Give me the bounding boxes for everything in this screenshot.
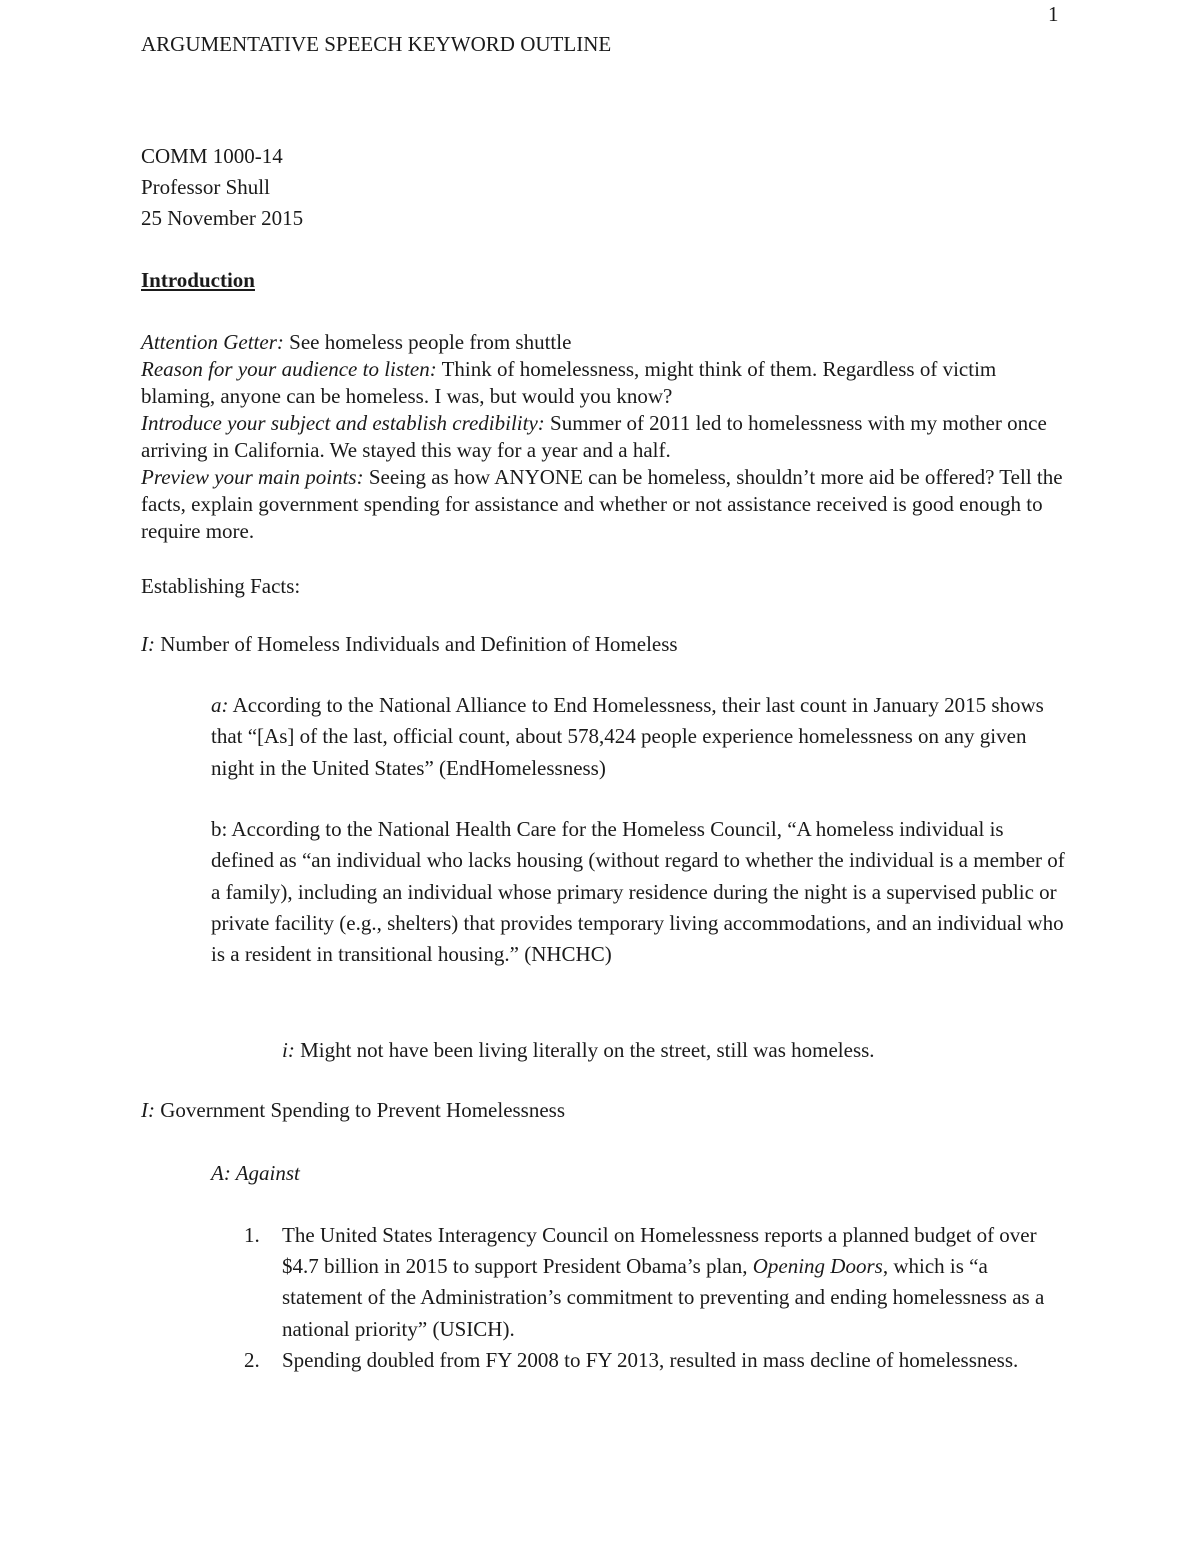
against-text: A: Against [211, 1161, 300, 1185]
subpoint-a-label: a: [211, 693, 229, 717]
preview-label: Preview your main points: [141, 465, 364, 489]
list-number-1: 1. [244, 1223, 260, 1247]
reason-label: Reason for your audience to listen: [141, 357, 437, 381]
attention-text: See homeless people from shuttle [283, 330, 572, 354]
page-number: 1 [1048, 2, 1059, 26]
subject-credibility [141, 410, 1071, 464]
reason-to-listen [141, 356, 1071, 410]
introduction-heading: Introduction [141, 268, 255, 292]
subpoint-i [282, 1035, 875, 1066]
preview-text: Seeing as how ANYONE can be homeless, shouldn’t more aid be offered? Tell the facts, explain government spending for assistance and whether or not assistance received is good enough to require more. [141, 465, 1063, 543]
section-2-title [141, 1097, 565, 1124]
list-item-1 [282, 1220, 1072, 1345]
against-heading [211, 1160, 300, 1187]
subpoint-i-text: Might not have been living literally on the street, still was homeless. [294, 1038, 875, 1062]
list-item-1-italic: Opening Doors [752, 1254, 883, 1279]
list-item-1-post: , which is “a statement of the Administration’s commitment to preventing and ending homelessness as a national priority” (USICH). [282, 1254, 1045, 1341]
section-1-text: Number of Homeless Individuals and Definition of Homeless [155, 632, 678, 656]
preview-points [141, 464, 1071, 545]
section-1-title [141, 631, 678, 658]
section-1-label: I: [141, 632, 155, 656]
attention-label: Attention Getter: [141, 330, 284, 354]
professor-line: Professor Shull [141, 175, 270, 199]
subpoint-b: b: According to the National Health Care for the Homeless Council, “A homeless individual is defined as “an individual who lacks housing (without regard to whether the individual is a member of a family), including an individual whose primary residence during the night is a supervised public or private facility (e.g., shelters) that provides temporary living accommodations, and an individual who is a resident in transitional housing.” (NHCHC) [211, 817, 1065, 967]
list-number-2: 2. [244, 1348, 260, 1372]
attention-getter [141, 329, 1071, 356]
establishing-facts: Establishing Facts: [141, 574, 301, 598]
date-line: 25 November 2015 [141, 206, 304, 230]
subject-text: Summer of 2011 led to homelessness with my mother once arriving in California. We stayed this way for a year and a half. [141, 411, 1047, 462]
subject-label: Introduce your subject and establish credibility: [141, 411, 545, 435]
section-2-text: Government Spending to Prevent Homelessness [155, 1098, 566, 1122]
subpoint-a-text: According to the National Alliance to End Homelessness, their last count in January 2015 shows that “[As] of the last, official count, about 578,424 people experience homelessness on any given night in the United States” (EndHomelessness) [211, 693, 1044, 780]
subpoint-a [211, 690, 1071, 784]
section-2-label: I: [141, 1098, 155, 1122]
list-item-2: Spending doubled from FY 2008 to FY 2013, resulted in mass decline of homelessness. [282, 1348, 1019, 1372]
running-header: ARGUMENTATIVE SPEECH KEYWORD OUTLINE [141, 32, 612, 56]
course-line: COMM 1000-14 [141, 144, 283, 168]
list-item-1-pre: The United States Interagency Council on Homelessness reports a planned budget of over $4.7 billion in 2015 to support President Obama’s plan, [282, 1223, 1037, 1279]
reason-text: Think of homelessness, might think of them. Regardless of victim blaming, anyone can be homeless. I was, but would you know? [141, 357, 997, 408]
subpoint-i-label: i: [282, 1038, 295, 1062]
